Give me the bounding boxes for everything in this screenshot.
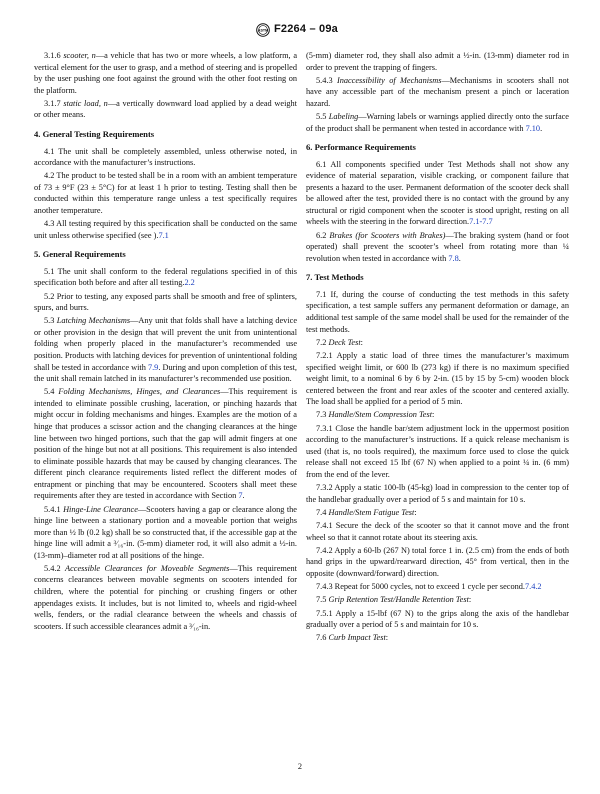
- paragraph-text: (5-mm) diameter rod, they shall also admit a ½-in. (13-mm) diameter rod in order to prevent the trapping of fingers.: [306, 51, 569, 72]
- paragraph-text: 4.3 All testing required by this specification shall be conducted on the same unit unless otherwise specified (see: [34, 219, 297, 240]
- paragraph-text: .: [458, 253, 461, 263]
- paragraph-text: :: [432, 410, 435, 420]
- page-number: 2: [297, 762, 303, 771]
- paragraph-text: —This requirement concerns clearances between movable segments on scooters intended for children, where the potential for pinching or crushing fingers or other appendages exists. It includes, but is not limited to, wheels and rigid-wheel wells, fenders, or the radial clearance between the wheels and chassis of scooters. If such accessible clearances admit a ³⁄₁₆-in.: [34, 563, 297, 631]
- cross-reference-link[interactable]: 7.8: [448, 253, 459, 263]
- paragraph-text: 7.1 If, during the course of conducting the test methods in this safety specification, a test sample suffers any permanent deformation or damage, an additional test sample of the same model shall be used for the remainder of the test methods.: [306, 289, 569, 334]
- paragraph-text: of this specification both before and after all testing.: [34, 266, 297, 288]
- term-italic: Inaccessibility of Mechanisms: [336, 75, 442, 85]
- paragraph-text: shall not show any evidence of material separation, visible cracking, or component failure that presents a hazard to the user. Permanent deformation of the scooter deck shall be allowed after the test, provided there is no contact with the ground by any structural or rigid component when the scooter is stood upright, resting on all wheels with the steering in the forward direction.: [306, 159, 569, 227]
- term-italic: Handle/Stem Fatigue Test: [328, 507, 415, 517]
- paragraph: [34, 291, 297, 314]
- cross-reference-link[interactable]: 7.9: [147, 362, 159, 372]
- paragraph: [34, 266, 297, 289]
- paragraph: [34, 218, 297, 241]
- paragraph: [306, 608, 569, 631]
- paragraph-text: :: [360, 337, 363, 347]
- paragraph-text: 3.1.7: [44, 98, 64, 108]
- paragraph-text: :: [468, 595, 472, 605]
- term-italic: static load, n: [63, 98, 108, 108]
- section-heading: 5. General Requirements: [34, 249, 126, 260]
- paragraph: [306, 230, 569, 265]
- paragraph: [34, 50, 297, 96]
- paragraph: [34, 170, 297, 216]
- paragraph: [306, 581, 569, 593]
- section-heading: 7. Test Methods: [306, 272, 364, 283]
- paragraph-text: 3.1.6: [44, 51, 64, 60]
- paragraph-text: 5.4.1: [44, 504, 64, 514]
- paragraph-text: 4.1 The unit shall be completely assembled, unless otherwise noted, in accordance with the manufacturer’s instructions.: [34, 146, 297, 168]
- paragraph-text: —a vehicle that has two or more wheels, a low platform, a vertical element for the user to grasp, and a method of steering and is propelled by the user pushing one foot against the ground with the other foot resting on the platform.: [34, 51, 297, 95]
- section-heading: 4. General Testing Requirements: [34, 128, 155, 139]
- paragraph-text: —The braking system (hand or foot operated) shall prevent the scooter’s wheel from rotating more than ¼ revolution when tested in accordance with: [306, 230, 569, 263]
- paragraph-text: 5.4: [44, 387, 59, 397]
- paragraph: [34, 98, 297, 121]
- cross-reference-link[interactable]: 7.4.2: [524, 582, 542, 592]
- paragraph-text: 5.4.3: [316, 75, 337, 85]
- paragraph: [306, 111, 569, 134]
- paragraph-text: —This requirement is intended to eliminate possible crushing, laceration, or pinching hazards that might occur in folding mechanisms and hinges. Examples are the motion of a hinge that produces a scissor action and the changing clearances at the hinge line between two hinged portions, such that the gap will admit fingers at one position of the hinge but not at all positions. This requirement is also intended to eliminate possible hazards that may be caused by changing clearances. The different pinch clearance requirements listed reflect the different modes of entrapment or pinching that may be encountered. Scooters shall meet these requirements after they are tested in accordance with Section: [34, 387, 298, 501]
- paragraph-text: 7.4.2 Apply a 60-lb (267 N) total force 1 in. (2.5 cm) from the ends of both hand grips in the upward/rearward direction, 45° from vertical, then in the opposite (downward/forward) direction.: [306, 545, 569, 578]
- paragraph-text: 5.4.2: [44, 563, 66, 573]
- term-italic: Accessible Clearances for Moveable Segments: [65, 563, 230, 573]
- term-italic: Hinge-Line Clearance: [63, 504, 138, 514]
- term-italic: Handle/Stem Compression Test: [328, 410, 433, 420]
- paragraph-text: 7.3.1 Close the handle bar/stem adjustment lock in the uppermost position according to the manufacturer’s instructions. If a quick release mechanism is used (that is, no tools required), the maximum force used to close the quick release shall not exceed 15 lbf (67 N) when applied to a point ¼ in. (6 mm) from the end of the lever.: [306, 423, 569, 479]
- paragraph-text: —Mechanisms in scooters shall not have any accessible part of the mechanism present a pinch or laceration hazard.: [306, 75, 569, 108]
- paragraph: [306, 632, 569, 644]
- paragraph-text: :: [385, 633, 389, 643]
- paragraph-text: 4.2 The product to be tested shall be in a room with an ambient temperature of 73 ± 9°F (23 ± 5°C) for at least 1 h prior to testing. Testing shall then be conducted within this temperature range unless a test specifically requires another temperature.: [34, 171, 297, 215]
- page-header: [0, 20, 600, 42]
- paragraph: [306, 594, 569, 606]
- paragraph-text: 7.3.2 Apply a static 100-lb (45-kg) load in compression to the center top of the handlebar gradually over a period of 5 s and maintain for 10 s.: [306, 483, 569, 504]
- left-column: [34, 50, 297, 634]
- paragraph-text: 7.4.1 Secure the deck of the scooter so that it cannot move and the front wheel so that it cannot rotate about its steering axis.: [306, 521, 569, 542]
- cross-reference-link[interactable]: 7.1-7.7: [469, 217, 493, 227]
- term-italic: Deck Test: [328, 337, 361, 347]
- paragraph: [34, 146, 297, 169]
- paragraph-text: 7.3: [316, 410, 329, 420]
- paragraph: [306, 50, 569, 73]
- cross-reference-link[interactable]: 7: [238, 491, 243, 501]
- paragraph-text: 7.5.1 Apply a 15-lbf (67 N) to the grips along the axis of the handlebar gradually over a period of 5 s and maintain for 10 s.: [306, 608, 569, 630]
- cross-reference-link[interactable]: 7.10: [525, 123, 541, 133]
- paragraph: [306, 545, 569, 580]
- paragraph-text: —Scooters having a gap or clearance along the hinge line between a stationary portion and a moveable portion that weighs more than ½ lb (0.2 kg) shall be so constructed that, if the accessible gap at the hinge line will admit a ³⁄₁₆-in. (5-mm) diameter rod, it will also admit a ½-in. (13-mm)–diameter rod at all positions of the hinge.: [34, 504, 297, 560]
- paragraph-text: .: [242, 491, 245, 501]
- paragraph-text: 7.2.1 Apply a static load of three times the manufacturer’s maximum specified weight limit, or 600 lb (273 kg) if there is no maximum specified weight limit, to a nominal 6 by 6 by 2-in. (15 by 15 by 5-cm) wooden block centered between the front and rear axles of the scooter and centered axially. The load shall be applied for a period of 5 min.: [306, 351, 569, 407]
- paragraph-text: 7.6: [316, 633, 329, 643]
- paragraph-text: 6.2: [316, 230, 330, 240]
- astm-logo-icon: [256, 23, 270, 37]
- term-italic: Latching Mechanisms: [56, 316, 131, 326]
- paragraph: [306, 75, 569, 110]
- paragraph: [306, 423, 569, 481]
- paragraph: [306, 159, 569, 228]
- standard-designation: F2264 – 09a: [274, 23, 338, 35]
- paragraph: [34, 315, 297, 384]
- cross-reference-link[interactable]: 7.1: [158, 230, 169, 240]
- section-heading: 6. Performance Requirements: [306, 142, 416, 153]
- right-column: [306, 50, 569, 646]
- paragraph: [306, 350, 569, 408]
- paragraph-text: 5.1 The unit shall conform to the federal regulations specified in: [44, 266, 275, 276]
- term-italic: Labeling: [328, 112, 359, 122]
- paragraph-text: 7.4.3 Repeat: [316, 582, 360, 592]
- paragraph: [34, 504, 297, 562]
- term-italic: Folding Mechanisms, Hinges, and Clearances: [58, 387, 221, 397]
- paragraph: [34, 563, 297, 632]
- paragraph: [306, 482, 569, 505]
- paragraph-text: ).: [153, 230, 159, 240]
- cross-reference-link[interactable]: 2.2: [184, 278, 195, 288]
- paragraph-text: 7.4: [316, 507, 329, 517]
- paragraph: [306, 337, 569, 349]
- paragraph: [306, 409, 569, 421]
- paragraph-text: —Warning labels or warnings applied directly onto the surface of the product shall be permanent when tested in accordance with: [306, 112, 569, 133]
- paragraph: [306, 520, 569, 543]
- paragraph-text: 7.2: [316, 337, 329, 347]
- paragraph-text: 5.3: [44, 316, 57, 326]
- paragraph-text: for 5000 cycles, not to exceed 1 cycle per second.: [359, 582, 525, 592]
- paragraph-text: :: [414, 507, 417, 517]
- term-italic: Brakes (for Scooters with Brakes): [329, 230, 446, 240]
- paragraph-text: 6.1 All components specified under Test Methods: [316, 159, 500, 169]
- paragraph-text: 7.5: [316, 595, 329, 605]
- term-italic: Grip Retention Test/Handle Retention Test: [328, 595, 469, 605]
- paragraph: [306, 289, 569, 335]
- paragraph-text: .: [540, 123, 543, 133]
- svg-text:ASTM: ASTM: [257, 28, 269, 33]
- paragraph-text: —Any unit that folds shall have a latching device or other provision in the design that will prevent the unit from unintentional folding when properly placed in the manufacturer’s recommended use position. Products with latching devices for prevention of unintentional folding shall be tested in accordance with: [34, 316, 297, 372]
- term-italic: scooter, n: [63, 51, 96, 60]
- paragraph-text: —a vertically downward load applied by a dead weight or other means.: [34, 98, 297, 120]
- term-italic: Curb Impact Test: [328, 633, 386, 643]
- paragraph: [306, 507, 569, 519]
- paragraph-text: 5.2 Prior to testing, any exposed parts shall be smooth and free of splinters, spurs, and burrs.: [34, 291, 297, 313]
- paragraph-text: 5.5: [316, 112, 329, 122]
- paragraph: [34, 386, 297, 501]
- paragraph-text: . During and upon completion of this test, the unit shall remain latched in its manufacturer’s recommended use position.: [34, 362, 297, 384]
